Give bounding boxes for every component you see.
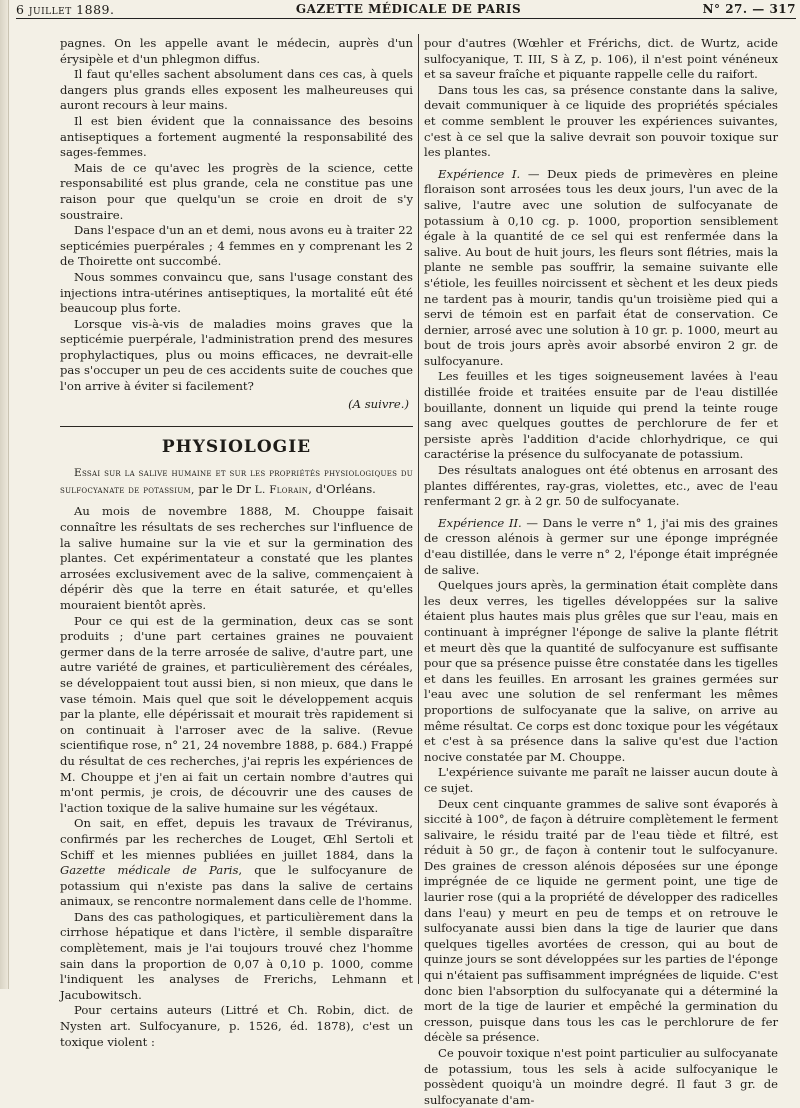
right-column bbox=[424, 36, 778, 1108]
paragraph: Quelques jours après, la germination était complète dans les deux verres, les tigelles développées sur la salive étaient plus hautes mais plus grêles que sur l'eau, mais en continuant à imprégner l'éponge de salive la plante flétrit et meurt dès que la quantité de sulfocyanure est suffisante pour que sa présence puisse être constatée dans les tigelles et dans les feuilles. En arrosant les graines germées sur l'eau avec une solution de sel renfermant les mêmes proportions de sulfocyanate que la salive, on arrive au même résultat. Ce corps est donc toxique pour les végétaux et c'est à sa présence dans la salive qu'est due l'action nocive constatée par M. Chouppe. bbox=[424, 578, 778, 764]
paragraph: Nous sommes convaincu que, sans l'usage constant des injections intra-utérines antiseptiques, la mortalité eût été beaucoup plus forte. bbox=[60, 269, 413, 316]
paragraph: pagnes. On les appelle avant le médecin, auprès d'un érysipèle et d'un phlegmon diffus. bbox=[60, 36, 413, 66]
experiment-label: Expérience II. bbox=[438, 515, 522, 530]
article-heading bbox=[60, 465, 413, 498]
paragraph: Dans tous les cas, sa présence constante dans la salive, devait communiquer à ce liquide des propriétés spéciales et comme semblent le prouver les expériences suivantes, c'est à ce sel que la salive devrait son pouvoir toxique sur les plantes. bbox=[424, 82, 778, 160]
to-be-continued: (A suivre.) bbox=[348, 396, 409, 411]
paragraph: Il est bien évident que la connaissance des besoins antiseptiques a fortement augmenté la responsabilité des sages-femmes. bbox=[60, 113, 413, 160]
paragraph: L'expérience suivante me paraît ne laisser aucun doute à ce sujet. bbox=[424, 765, 778, 795]
paragraph: Dans des cas pathologiques, et particulièrement dans la cirrhose hépatique et dans l'ictère, il semble disparaître complètement, mais je l'ai toujours trouvé chez l'homme sain dans la proportion de 0,07 à 0,10 p. 1000, comme l'indiquent les analyses de Frerichs, Lehmann et Jacubowitsch. bbox=[60, 909, 413, 1002]
article-author: L. Florain bbox=[254, 483, 309, 496]
paragraph: Pour ce qui est de la germination, deux cas se sont produits ; d'une part certaines graines ne pouvaient germer dans de la terre arrosée de salive, d'autre part, une autre variété de graines, et particulièrement des céréales, se développaient tout aussi bien, si non mieux, que dans le vase témoin. Mais quel que soit le développement acquis par la plante, elle dépérissait et mourait très rapidement si on continuait à l'arroser avec de la salive. (Revue scientifique rose, n° 21, 24 novembre 1888, p. 684.) Frappé du résultat de ces recherches, j'ai repris les expériences de M. Chouppe et j'en ai fait un certain nombre d'autres qui m'ont permis, je crois, de découvrir une des causes de l'action toxique de la salive humaine sur les végétaux. bbox=[60, 613, 413, 815]
paragraph: Des résultats analogues ont été obtenus en arrosant des plantes différentes, ray-gras, violettes, etc., avec de l'eau renfermant 2 gr. à 2 gr. 50 de sulfocyanate. bbox=[424, 463, 778, 509]
paragraph: Les feuilles et les tiges soigneusement lavées à l'eau distillée froide et traitées ensuite par de l'eau distillée bouillante, donnent un liquide qui prend la teinte rouge sang avec quelques gouttes de perchlorure de fer et persiste après l'addition d'acide chlorhydrique, ce qui caractérise la présence du sulfocyanate de potassium. bbox=[424, 369, 778, 462]
header-title: GAZETTE MÉDICALE DE PARIS bbox=[295, 2, 522, 16]
paragraph: Il faut qu'elles sachent absolument dans ces cas, à quels dangers plus grands elles exposent les malheureuses qui auront recours à leur mains. bbox=[60, 67, 413, 113]
paragraph: Deux cent cinquante grammes de salive sont évaporés à siccité à 100°, de façon à détruire complètement le ferment salivaire, le résidu traité par de l'eau tiède et filtré, est réduit à 50 gr., de façon à contenir tout le sulfocyanure. Des graines de cresson alénois déposées sur une éponge imprégnée de ce liquide ne germent point, une tige de laurier rose (qui a la propriété de développer des radicelles dans l'eau) y meurt en peu de temps et on retrouve le sulfocyanate aussi bien dans la tige de laurier que dans quelques tigelles avortées de cresson, qui au bout de quinze jours se sont développées sur les parties de l'éponge qui n'étaient pas suffisamment imprégnées de liquide. C'est donc bien l'absorption du sulfocyanate qui a déterminé la mort de la tige de laurier et empêché la germination du cresson, puisque dans tous les cas le perchlorure de fer décèle sa présence. bbox=[424, 796, 778, 1045]
article-author-place: , d'Orléans. bbox=[308, 481, 376, 496]
paragraph: Mais de ce qu'avec les progrès de la science, cette responsabilité est plus grande, cela ne constitue pas une raison pour que quelqu'un se croie en droit de s'y soustraire. bbox=[60, 160, 413, 222]
page-header bbox=[16, 0, 796, 19]
experiment-label: Expérience I. bbox=[438, 166, 521, 181]
experiment-paragraph: Expérience II. — Dans le verre n° 1, j'ai mis des graines de cresson alénois à germer sur une éponge imprégnée d'eau distillée, dans le verre n° 2, l'éponge était imprégnée de salive. bbox=[424, 515, 778, 577]
article-byline: par le Dr bbox=[194, 481, 255, 496]
section-rule bbox=[60, 426, 413, 427]
paragraph: Pour certains auteurs (Littré et Ch. Robin, dict. de Nysten art. Sulfocyanure, p. 1526, éd. 1878), c'est un toxique violent : bbox=[60, 1003, 413, 1049]
paragraph: pour d'autres (Wœhler et Frérichs, dict. de Wurtz, acide sulfocyanique, T. III, S à Z, p. 106), il n'est point vénéneux et sa saveur fraîche et piquante rappelle celle du raifort. bbox=[424, 36, 778, 82]
section-title: PHYSIOLOGIE bbox=[161, 437, 312, 458]
paragraph: On sait, en effet, depuis les travaux de Tréviranus, confirmés par les recherches de Louget, Œhl Sertoli et Schiff et les miennes publiées en juillet 1884, dans la Gazette médicale de Paris, que le sulfocyanure de potassium qui n'existe pas dans la salive de certains animaux, se rencontre normalement dans celle de l'homme. bbox=[60, 816, 414, 909]
article-title: Essai sur la salive humaine et sur les propriétés physiologiques du sulfocyanate de potassium, bbox=[60, 467, 413, 496]
header-date: 6 juillet 1889. bbox=[16, 1, 115, 17]
paragraph: Dans l'espace d'un an et demi, nous avons eu à traiter 22 septicémies puerpérales ; 4 femmes en y comprenant les 2 de Thoirette ont succombé. bbox=[60, 223, 413, 269]
experiment-paragraph: Expérience I. — Deux pieds de primevères en pleine floraison sont arrosées tous les deux jours, l'un avec de la salive, l'autre avec une solution de sulfocyanate de potassium à 0,10 cg. p. 1000, proportion sensiblement égale à la quantité de ce sel qui est renfermée dans la salive. Au bout de huit jours, les fleurs sont flétries, mais la plante ne semble pas souffrir, la semaine suivante elle s'étiole, les feuilles noircissent et sèchent et les deux pieds ne tardent pas à mourir, tandis qu'un troisième pied qui a servi de témoin est en parfait état de conservation. Ce dernier, arrosé avec une solution à 10 gr. p. 1000, meurt au bout de trois jours après avoir absorbé environ 2 gr. de sulfocyanure. bbox=[424, 166, 779, 368]
paragraph: Lorsque vis-à-vis de maladies moins graves que la septicémie puerpérale, l'administration prend des mesures prophylactiques, plus ou moins efficaces, ne devrait-elle pas s'occuper un peu de ces accidents suite de couches que l'on arrive à éviter si facilement? bbox=[60, 316, 413, 394]
paragraph: Ce pouvoir toxique n'est point particulier au sulfocyanate de potassium, tous les sels à acide sulfocyanique le possèdent quoiqu'à un moindre degré. Il faut 3 gr. de sulfocyanate d'am- bbox=[424, 1046, 778, 1107]
journal-name: Gazette médicale de Paris bbox=[60, 863, 239, 878]
header-page-number: N° 27. — 317 bbox=[702, 2, 796, 16]
page-binding-edge bbox=[0, 0, 9, 989]
column-divider bbox=[418, 34, 419, 984]
paragraph: Au mois de novembre 1888, M. Chouppe faisait connaître les résultats de ses recherches sur l'influence de la salive humaine sur la vie et sur la germination des plantes. Cet expérimentateur a constaté que les plantes arrosées exclusivement avec de la salive, commençaient à dépérir dès que la terre en était saturée, et qu'elles mouraient bientôt après. bbox=[60, 504, 413, 612]
left-column bbox=[60, 36, 413, 1050]
